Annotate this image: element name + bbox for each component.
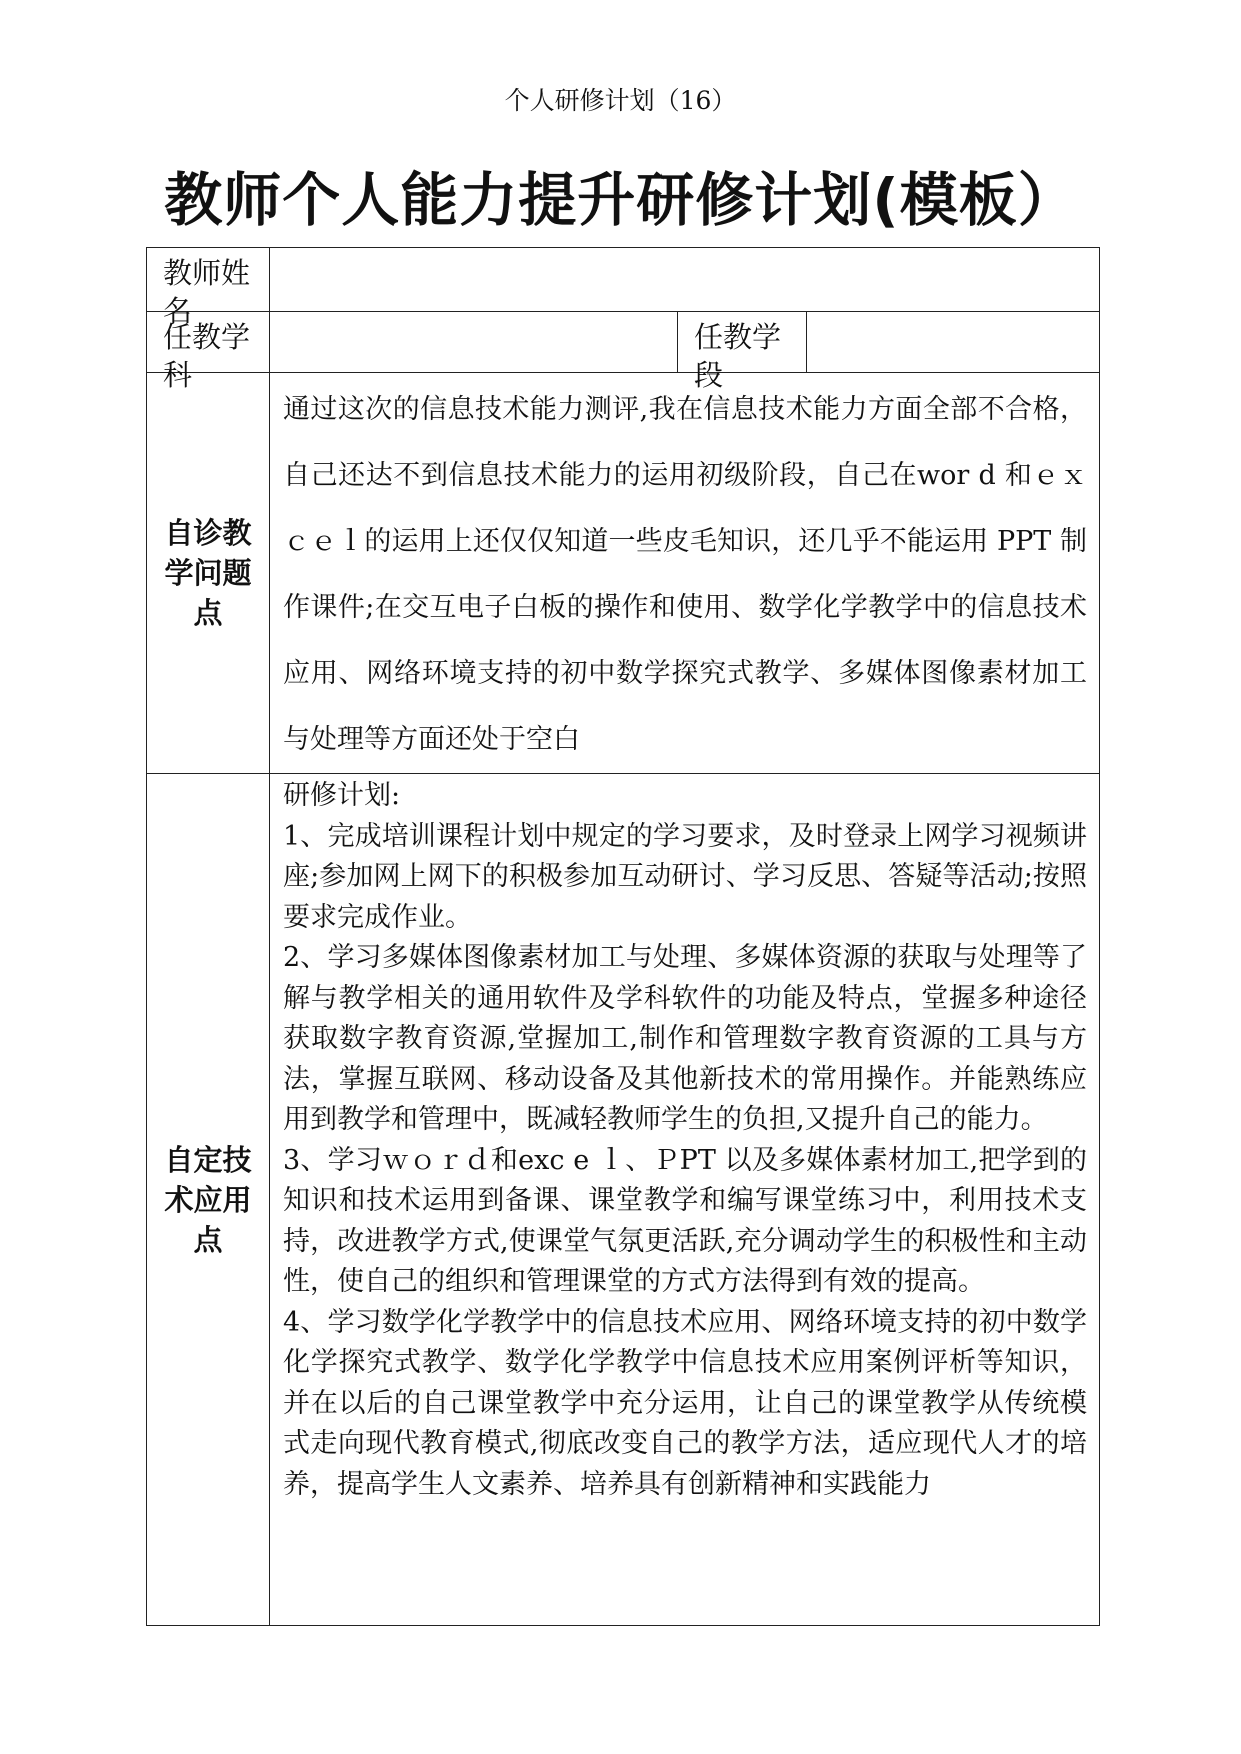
row-teacher-name xyxy=(147,248,1100,312)
plan-cell xyxy=(270,774,1100,1626)
teacher-name-label-cell xyxy=(147,248,270,328)
plan-item-2: 2、学习多媒体图像素材加工与处理、多媒体资源的获取与处理等了解与教学相关的通用软件及学科软件的功能及特点，堂握多种途径获取数字教育资源,堂握加工,制作和管理数字教育资源的工具与方法，掌握互联网、移动设备及其他新技术的常用操作。并能熟练应用到教学和管理中，既减轻教师学生的负担,又提升自己的能力。 xyxy=(283,942,1088,1135)
stage-label: 任教学段 xyxy=(694,320,782,392)
diagnosis-label: 自诊教学问题点 xyxy=(147,373,270,774)
stage-label-cell xyxy=(678,312,807,392)
running-header: 个人研修计划（16） xyxy=(504,86,737,115)
row-tech-plan xyxy=(147,774,1100,1626)
plan-item-1: 1、完成培训课程计划中规定的学习要求，及时登录上网学习视频讲座;参加网上网下的积极参加互动研讨、学习反思、答疑等活动;按照要求完成作业。 xyxy=(283,820,1088,933)
subject-label: 任教学科 xyxy=(163,320,251,392)
document-title: 教师个人能力提升研修计划(模板） xyxy=(164,166,1077,234)
stage-field[interactable] xyxy=(807,312,1100,373)
tech-label: 自定技术应用点 xyxy=(147,774,270,1626)
row-diagnosis xyxy=(147,373,1100,774)
row-subject-stage xyxy=(147,312,1100,373)
plan-heading: 研修计划: xyxy=(283,780,401,811)
diagnosis-text: 通过这次的信息技术能力测评,我在信息技术能力方面全部不合格，自己还达不到信息技术能力的运用初级阶段，自己在wor d 和ｅｘｃｅｌ的运用上还仅仅知道一些皮毛知识，还几乎不能运用 PPT 制作课件;在交互电子白板的操作和使用、数学化学教学中的信息技术应用、网络环境支持的初中数学探究式教学、多媒体图像素材加工与处理等方面还处于空白 xyxy=(283,394,1088,755)
teacher-name-label: 教师姓名 xyxy=(163,256,251,328)
plan-item-4: 4、学习数学化学教学中的信息技术应用、网络环境支持的初中数学化学探究式教学、数学化学教学中信息技术应用案例评析等知识，并在以后的自己课堂教学中充分运用，让自己的课堂教学从传统模式走向现代教育模式,彻底改变自己的教学方法，适应现代人才的培养，提高学生人文素养、培养具有创新精神和实践能力 xyxy=(283,1306,1088,1500)
teacher-name-field[interactable] xyxy=(270,248,1100,312)
diagnosis-cell xyxy=(270,373,1100,774)
subject-field[interactable] xyxy=(270,312,678,373)
plan-table xyxy=(146,247,1100,1626)
plan-item-3: 3、学习ｗｏｒｄ和exc e ｌ、ＰPT 以及多媒体素材加工,把学到的知识和技术运用到备课、课堂教学和编写课堂练习中，利用技术支持，改进教学方式,使课堂气氛更活跃,充分调动学生的积极性和主动性，使自己的组织和管理课堂的方式方法得到有效的提高。 xyxy=(283,1144,1088,1297)
subject-label-cell xyxy=(147,312,270,392)
plan-content xyxy=(283,774,1087,1622)
